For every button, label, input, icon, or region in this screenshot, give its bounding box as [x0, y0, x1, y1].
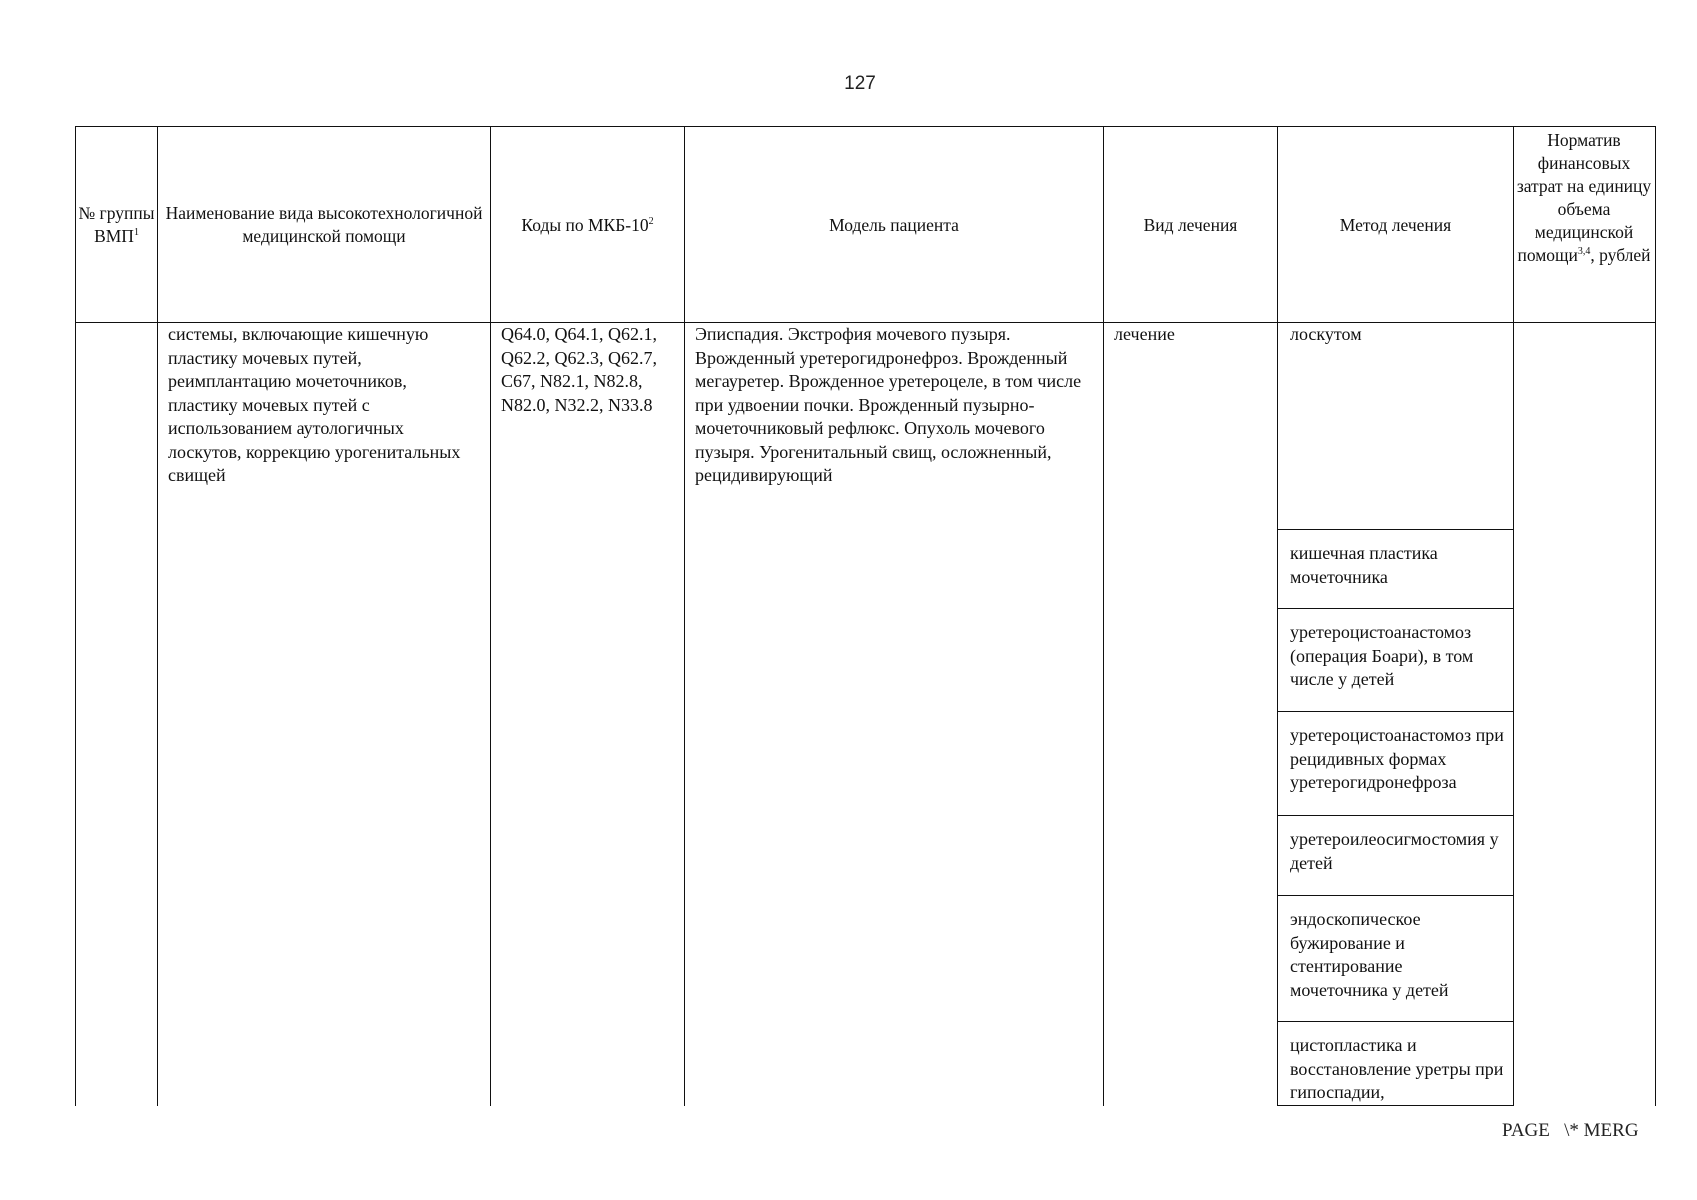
method-separator — [1277, 815, 1514, 816]
method-item: цистопластика и восстановление уретры при гипоспадии, — [1290, 1035, 1504, 1102]
header-cost-norm-text: Норматив финансовых затрат на единицу объема медицинской помощи — [1516, 130, 1652, 265]
header-treatment-type-text: Вид лечения — [1143, 214, 1238, 235]
col-border-6 — [1513, 126, 1514, 1106]
header-treatment-type — [1104, 127, 1277, 323]
header-vmp-name-text: Наименование вида высокотехнологичной медицинской помощи — [165, 203, 483, 246]
cell-patient-model: Эписпадия. Экстрофия мочевого пузыря. Врожденный уретерогидронефроз. Врожденный мегауретер. Врожденное уретероцеле, в том числе при удвоении почки. Врожденный пузырно-мочеточниковый рефлюкс. Опухоль мочевого пузыря. Урогенитальный свищ, осложненный, рецидивирующий — [695, 324, 1082, 485]
header-treatment-method-text: Метод лечения — [1339, 214, 1452, 235]
cell-vmp-name: системы, включающие кишечную пластику мочевых путей, реимплантацию мочеточников, пластику мочевых путей с использованием аутологичных лоскутов, коррекцию урогенитальных свищей — [168, 324, 461, 485]
method-item: эндоскопическое бужирование и стентирование мочеточника у детей — [1290, 909, 1449, 1000]
header-vmp-name — [162, 127, 486, 323]
method-item: уретероилеосигмостомия у детей — [1290, 829, 1499, 873]
method-item: уретероцистоанастомоз при рецидивных формах уретерогидронефроза — [1290, 725, 1504, 792]
method-item: лоскутом — [1290, 324, 1362, 344]
method-item: кишечная пластика мочеточника — [1290, 543, 1438, 587]
header-group-no-text: № группы ВМП — [78, 203, 155, 246]
page-number: 127 — [844, 73, 876, 94]
footer-field-code: PAGE \* MERG — [1502, 1120, 1639, 1141]
header-icd-codes — [491, 127, 684, 323]
header-group-no — [76, 127, 157, 323]
col-border-1 — [157, 126, 158, 1106]
method-item: уретероцистоанастомоз (операция Боари), в том числе у детей — [1290, 622, 1474, 689]
header-cost-norm — [1516, 129, 1652, 323]
col-border-7 — [1655, 126, 1656, 1106]
header-cost-norm-tail: , рублей — [1590, 245, 1651, 265]
header-icd-codes-text: Коды по МКБ-10 — [521, 214, 649, 235]
method-separator — [1277, 895, 1514, 896]
method-separator — [1277, 529, 1514, 530]
cell-treatment-type: лечение — [1114, 324, 1175, 344]
header-treatment-method — [1278, 127, 1513, 323]
header-patient-model — [685, 127, 1103, 323]
cell-icd-codes: Q64.0, Q64.1, Q62.1, Q62.2, Q62.3, Q62.7, C67, N82.1, N82.8, N82.0, N32.2, N33.8 — [501, 324, 657, 415]
footnote-mark: 1 — [133, 227, 139, 238]
method-separator — [1277, 711, 1514, 712]
method-separator — [1277, 1105, 1514, 1106]
method-separator — [1277, 1021, 1514, 1022]
footnote-mark: 2 — [648, 215, 654, 227]
method-separator — [1277, 608, 1514, 609]
header-patient-model-text: Модель пациента — [829, 214, 959, 235]
footnote-mark: 3,4 — [1577, 246, 1591, 257]
